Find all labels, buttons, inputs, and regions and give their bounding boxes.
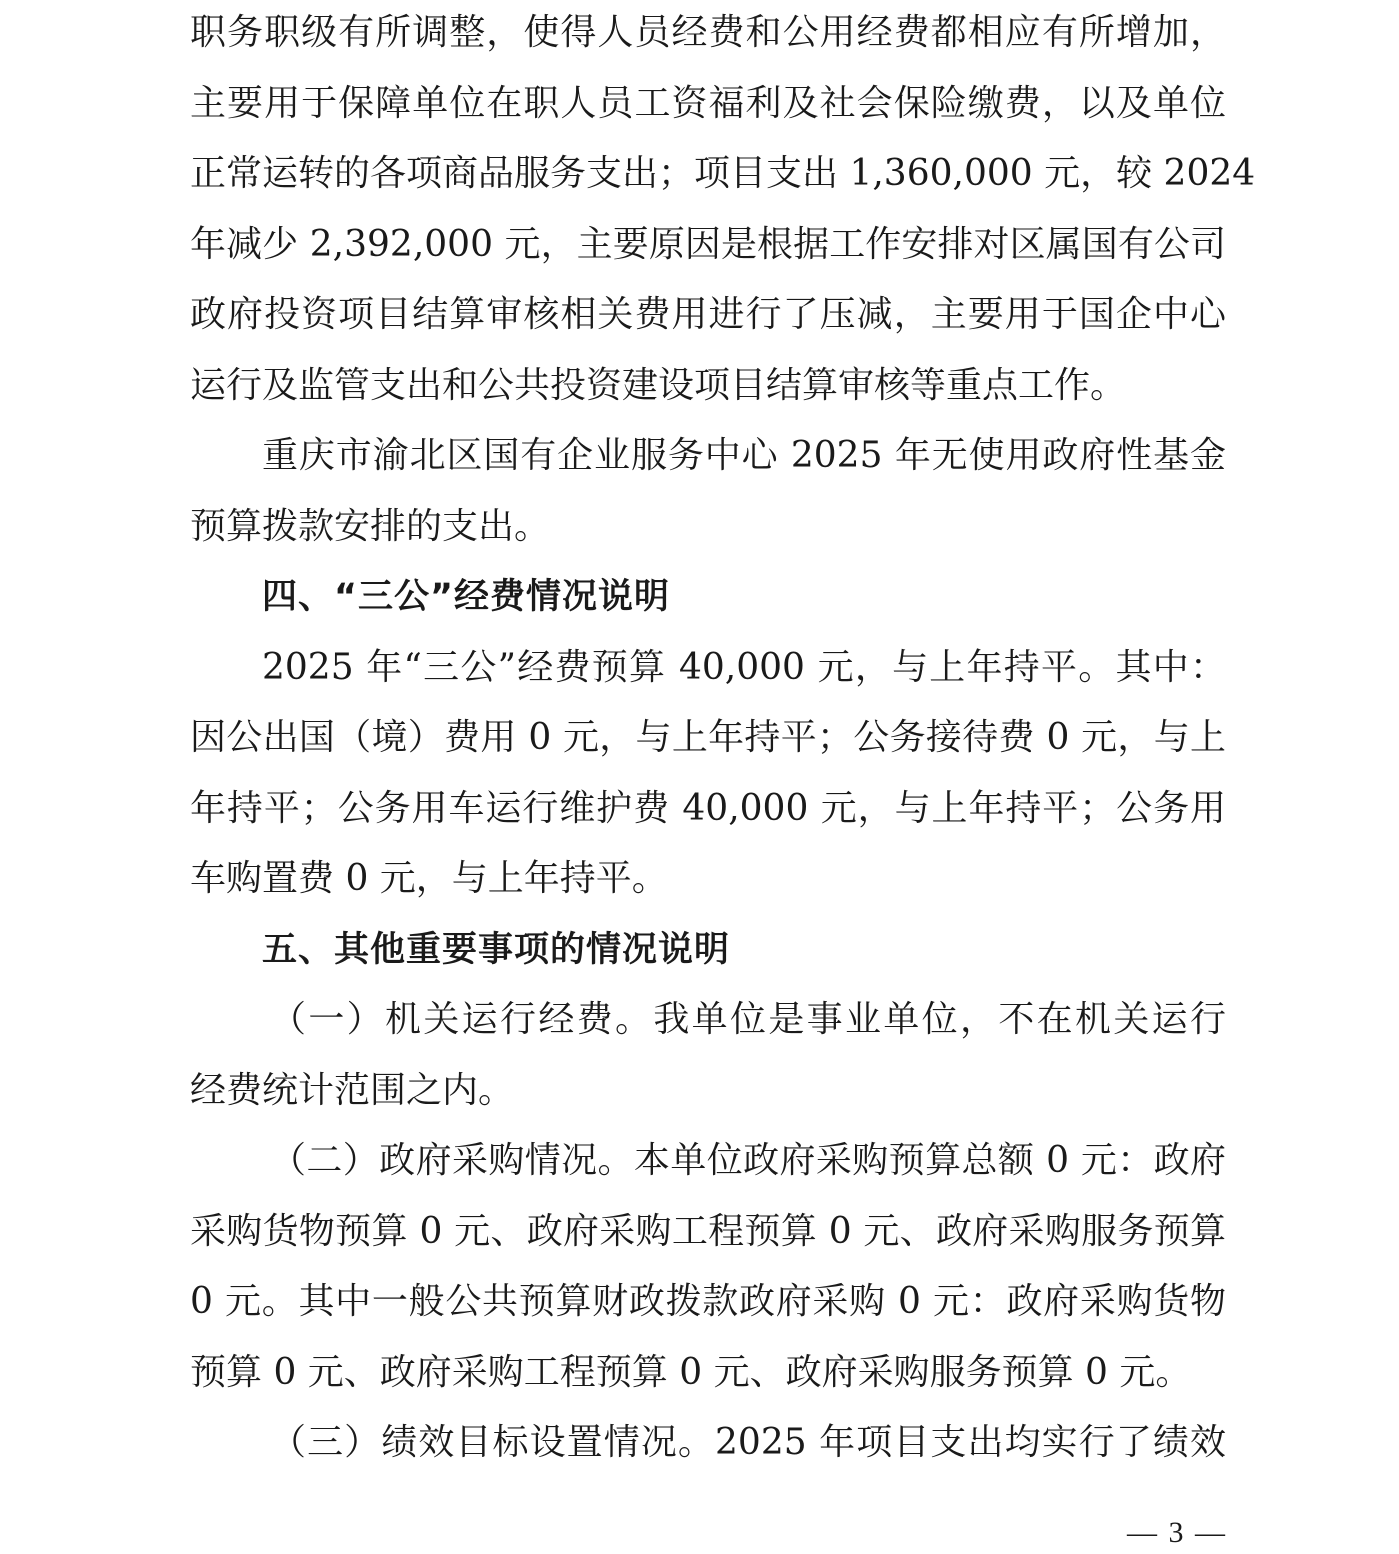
body-line: 0 元。其中一般公共预算财政拨款政府采购 0 元：政府采购货物: [190, 1281, 1226, 1322]
paragraph-first-line: （一）机关运行经费。我单位是事业单位，不在机关运行: [270, 999, 1226, 1040]
body-line: 正常运转的各项商品服务支出；项目支出 1,360,000 元，较 2024: [190, 153, 1256, 194]
body-line: 年持平；公务用车运行维护费 40,000 元，与上年持平；公务用: [190, 787, 1226, 829]
body-line: 职务职级有所调整，使得人员经费和公用经费都相应有所增加，: [190, 12, 1226, 53]
body-line: 政府投资项目结算审核相关费用进行了压减，主要用于国企中心: [190, 294, 1226, 335]
body-line: 采购货物预算 0 元、政府采购工程预算 0 元、政府采购服务预算: [190, 1210, 1226, 1252]
section-heading: 四、“三公”经费情况说明: [262, 577, 671, 617]
body-line: 车购置费 0 元，与上年持平。: [190, 858, 668, 899]
body-line: 预算 0 元、政府采购工程预算 0 元、政府采购服务预算 0 元。: [190, 1351, 1192, 1393]
body-line: 主要用于保障单位在职人员工资福利及社会保险缴费，以及单位: [190, 82, 1226, 124]
document-page: [190, 0, 1256, 1479]
body-line: 运行及监管支出和公共投资建设项目结算审核等重点工作。: [190, 364, 1127, 406]
paragraph-first-line: 重庆市渝北区国有企业服务中心 2025 年无使用政府性基金: [262, 435, 1226, 476]
paragraph-first-line: （三）绩效目标设置情况。2025 年项目支出均实行了绩效: [270, 1422, 1226, 1463]
paragraph-first-line: （二）政府采购情况。本单位政府采购预算总额 0 元：政府: [270, 1140, 1226, 1181]
paragraph-first-line: 2025 年“三公”经费预算 40,000 元，与上年持平。其中：: [262, 646, 1226, 688]
body-line: 经费统计范围之内。: [190, 1069, 515, 1111]
body-line: 预算拨款安排的支出。: [190, 505, 551, 547]
body-line: 年减少 2,392,000 元，主要原因是根据工作安排对区属国有公司: [190, 223, 1226, 265]
body-line: 因公出国（境）费用 0 元，与上年持平；公务接待费 0 元，与上: [190, 717, 1226, 758]
section-heading: 五、其他重要事项的情况说明: [262, 929, 731, 970]
page-number: — 3 —: [1127, 1516, 1227, 1549]
